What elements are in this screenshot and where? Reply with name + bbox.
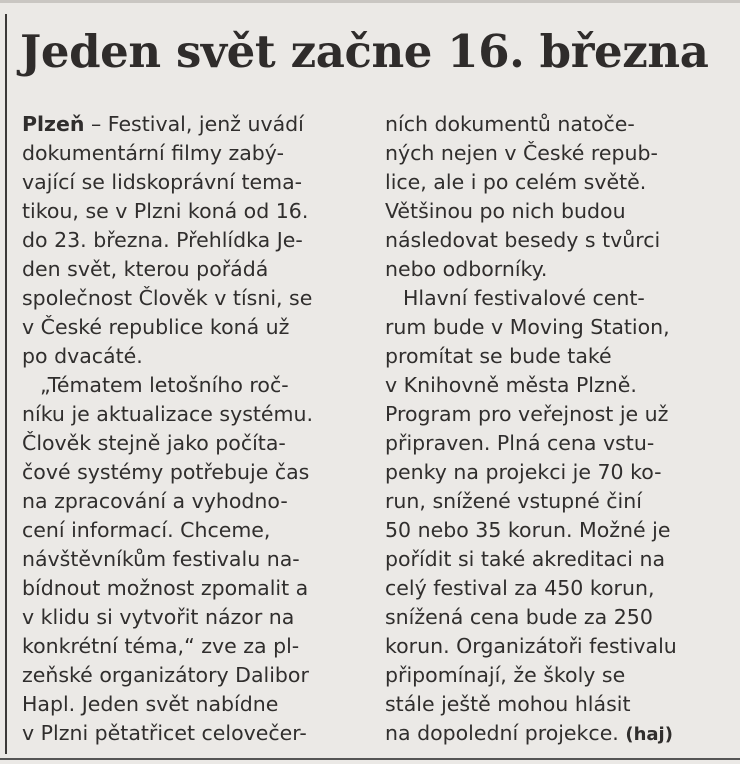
article-line: na zpracování a vyhodno- xyxy=(22,489,288,513)
article-line: run, snížené vstupné činí xyxy=(385,489,642,513)
article-line: promítat se bude také xyxy=(385,344,612,368)
article-line: cení informací. Chceme, xyxy=(22,518,271,542)
article-line: penky na projekci je 70 ko- xyxy=(385,460,662,484)
article-line: návštěvníkům festivalu na- xyxy=(22,547,300,571)
article-line: Hapl. Jeden svět nabídne xyxy=(22,692,279,716)
article-line: připomínají, že školy se xyxy=(385,663,626,687)
article-line: čové systémy potřebuje čas xyxy=(22,460,310,484)
article-line xyxy=(22,110,362,139)
article-line: níku je aktualizace systému. xyxy=(22,402,314,426)
article-line: vající se lidskoprávní tema- xyxy=(22,170,303,194)
article-line: bídnout možnost zpomalit a xyxy=(22,576,309,600)
dateline: Plzeň xyxy=(22,112,85,136)
article-text: – Festival, jenž uvádí xyxy=(84,112,304,136)
article-line: v Plzni pětatřicet celovečer- xyxy=(22,721,307,745)
article-line: ních dokumentů natoče- xyxy=(385,112,635,136)
article-line: ných nejen v České repub- xyxy=(385,141,658,165)
article-left-column xyxy=(22,110,362,748)
top-rule xyxy=(0,0,740,3)
author-byline: (haj) xyxy=(625,724,673,745)
article-line: nebo odborníky. xyxy=(385,257,548,281)
article-line: Člověk stejně jako počíta- xyxy=(22,431,286,455)
article-line: v Knihovně města Plzně. xyxy=(385,373,637,397)
article-line: „Tématem letošního roč- xyxy=(40,373,289,397)
article-line: Program pro veřejnost je už xyxy=(385,402,669,426)
article-line: rum bude v Moving Station, xyxy=(385,315,670,339)
article-line: v klidu si vytvořit názor na xyxy=(22,605,295,629)
article-line: tikou, se v Plzni koná od 16. xyxy=(22,199,309,223)
article-line: do 23. března. Přehlídka Je- xyxy=(22,228,303,252)
article-headline: Jeden svět začne 16. března xyxy=(20,25,709,78)
article-line: 50 nebo 35 korun. Možné je xyxy=(385,518,671,542)
article-right-column xyxy=(385,110,730,748)
article-line: Většinou po nich budou xyxy=(385,199,626,223)
article-line: následovat besedy s tvůrci xyxy=(385,228,661,252)
article-line: zeňské organizátory Dalibor xyxy=(22,663,309,687)
article-line: společnost Člověk v tísni, se xyxy=(22,286,313,310)
article-line: celý festival za 450 korun, xyxy=(385,576,655,600)
article-text: na dopolední projekce. xyxy=(385,721,626,745)
article-line: dokumentární filmy zabý- xyxy=(22,141,284,165)
article-line: připraven. Plná cena vstu- xyxy=(385,431,655,455)
article-line: korun. Organizátoři festivalu xyxy=(385,634,677,658)
article-line: konkrétní téma,“ zve za pl- xyxy=(22,634,300,658)
article-line: pořídit si také akreditaci na xyxy=(385,547,666,571)
article-line xyxy=(385,719,730,748)
article-line: v České republice koná už xyxy=(22,315,290,339)
article-line: lice, ale i po celém světě. xyxy=(385,170,647,194)
article-line: stále ještě mohou hlásit xyxy=(385,692,631,716)
article-line: po dvacáté. xyxy=(22,344,143,368)
article-line: snížená cena bude za 250 xyxy=(385,605,653,629)
left-column-rule xyxy=(5,14,7,754)
bottom-rule xyxy=(0,758,740,760)
article-line: den svět, kterou pořádá xyxy=(22,257,269,281)
article-line: Hlavní festivalové cent- xyxy=(403,286,645,310)
